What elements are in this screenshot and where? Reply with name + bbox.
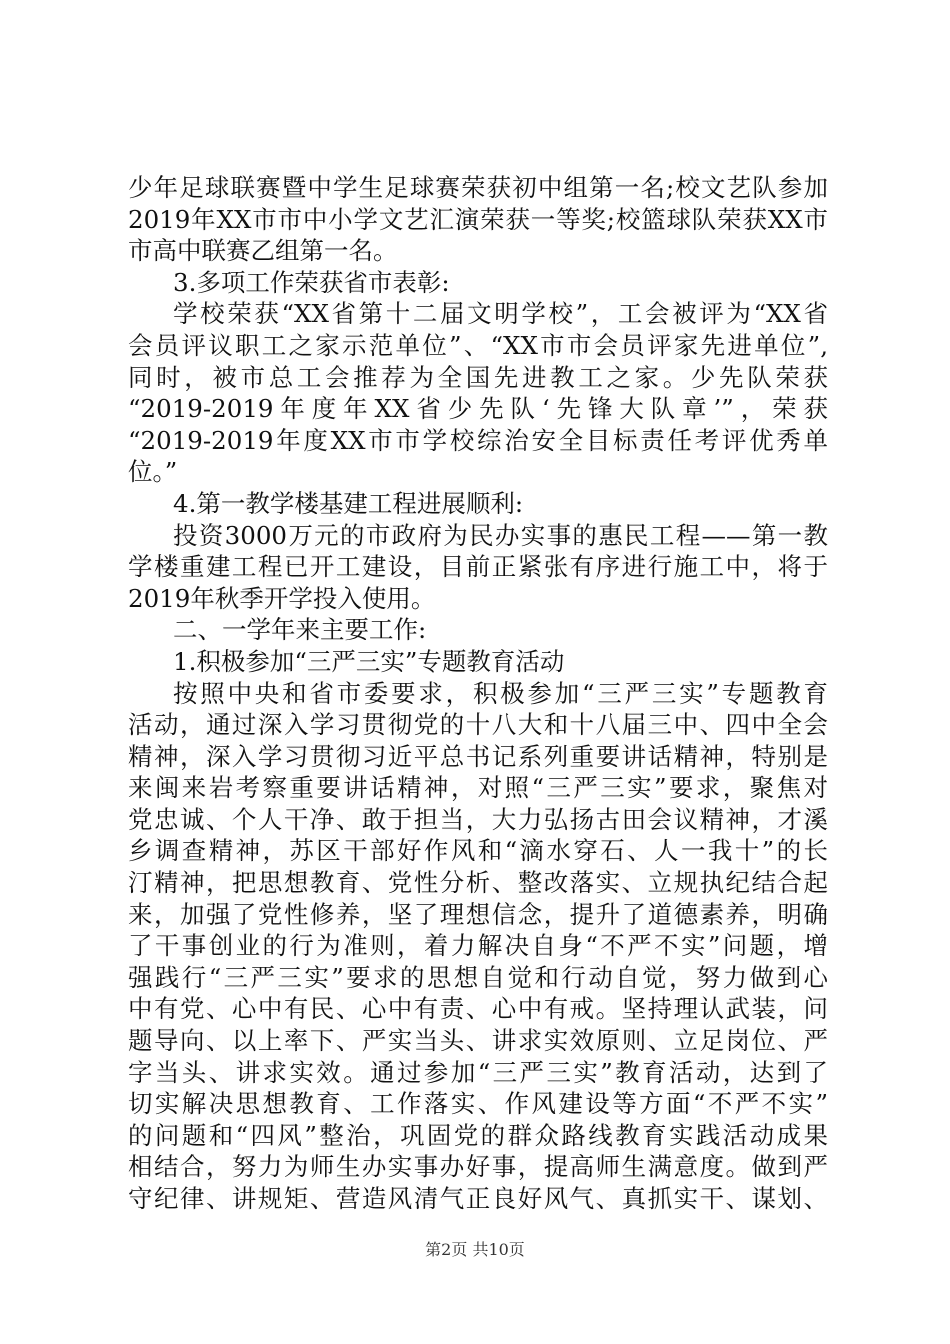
section-heading: 3.多项工作荣获省市表彰: bbox=[173, 267, 450, 297]
section-heading: 4.第一教学楼基建工程进展顺利: bbox=[173, 488, 524, 518]
text-line: 少年足球联赛暨中学生足球赛荣获初中组第一名;校文艺队参加 bbox=[128, 173, 828, 202]
text-line: 乡调查精神，苏区干部好作风和“滴水穿石、人一我十”的长 bbox=[128, 836, 828, 866]
text-line: 党忠诚、个人干净、敢于担当，大力弘扬古田会议精神，才溪 bbox=[128, 804, 828, 834]
text-line: 学楼重建工程已开工建设，目前正紧张有序进行施工中，将于 bbox=[128, 552, 828, 582]
text-line: 题导向、以上率下、严实当头、讲求实效原则、立足岗位、严 bbox=[128, 1026, 828, 1056]
text-line: 活动，通过深入学习贯彻党的十八大和十八届三中、四中全会 bbox=[128, 710, 828, 740]
text-line: 2019年秋季开学投入使用。 bbox=[128, 583, 436, 613]
text-line: 同时，被市总工会推荐为全国先进教工之家。少先队荣获 bbox=[128, 362, 828, 392]
text-line: “2019-2019年度XX市市学校综治安全目标责任考评优秀单 bbox=[128, 425, 828, 455]
text-line: 的问题和“四风”整治，巩固党的群众路线教育实践活动成果 bbox=[128, 1120, 828, 1150]
text-line: 守纪律、讲规矩、营造风清气正良好风气、真抓实干、谋划、 bbox=[128, 1184, 828, 1213]
text-line: 了干事创业的行为准则，着力解决自身“不严不实”问题，增 bbox=[128, 931, 828, 961]
text-line: 来闽来岩考察重要讲话精神，对照“三严三实”要求，聚焦对 bbox=[128, 773, 828, 803]
text-line: 学校荣获“XX省第十二届文明学校”，工会被评为“XX省 bbox=[173, 299, 828, 329]
text-line: 汀精神，把思想教育、党性分析、整改落实、立规执纪结合起 bbox=[128, 868, 828, 898]
text-line: 投资3000万元的市政府为民办实事的惠民工程——第一教 bbox=[173, 520, 828, 550]
text-line: 中有党、心中有民、心中有责、心中有戒。坚持理认武装，问 bbox=[128, 994, 828, 1024]
section-heading: 1.积极参加“三严三实”专题教育活动 bbox=[173, 646, 565, 676]
text-line: 来，加强了党性修养，坚了理想信念，提升了道德素养，明确 bbox=[128, 899, 828, 929]
text-line: “2019-2019年度年XX省少先队‘先锋大队章’”，荣获 bbox=[128, 394, 828, 424]
page-number-footer: 第2页 共10页 bbox=[425, 1240, 525, 1259]
text-line: 按照中央和省市委要求，积极参加“三严三实”专题教育 bbox=[173, 678, 828, 708]
text-line: 2019年XX市市中小学文艺汇演荣获一等奖;校篮球队荣获XX市 bbox=[128, 204, 828, 234]
text-line: 会员评议职工之家示范单位”、“XX市市会员评家先进单位”, bbox=[128, 330, 828, 360]
section-heading: 二、一学年来主要工作: bbox=[173, 615, 427, 645]
text-line: 位。” bbox=[128, 457, 178, 487]
text-line: 相结合，努力为师生办实事办好事，提高师生满意度。做到严 bbox=[128, 1152, 828, 1182]
text-line: 强践行“三严三实”要求的思想自觉和行动自觉，努力做到心 bbox=[128, 962, 828, 992]
text-line: 市高中联赛乙组第一名。 bbox=[128, 236, 398, 266]
text-line: 精神，深入学习贯彻习近平总书记系列重要讲话精神，特别是 bbox=[128, 741, 828, 771]
document-body bbox=[128, 172, 828, 1215]
text-line: 切实解决思想教育、工作落实、作风建设等方面“不严不实” bbox=[128, 1089, 828, 1119]
text-line: 字当头、讲求实效。通过参加“三严三实”教育活动，达到了 bbox=[128, 1057, 828, 1087]
